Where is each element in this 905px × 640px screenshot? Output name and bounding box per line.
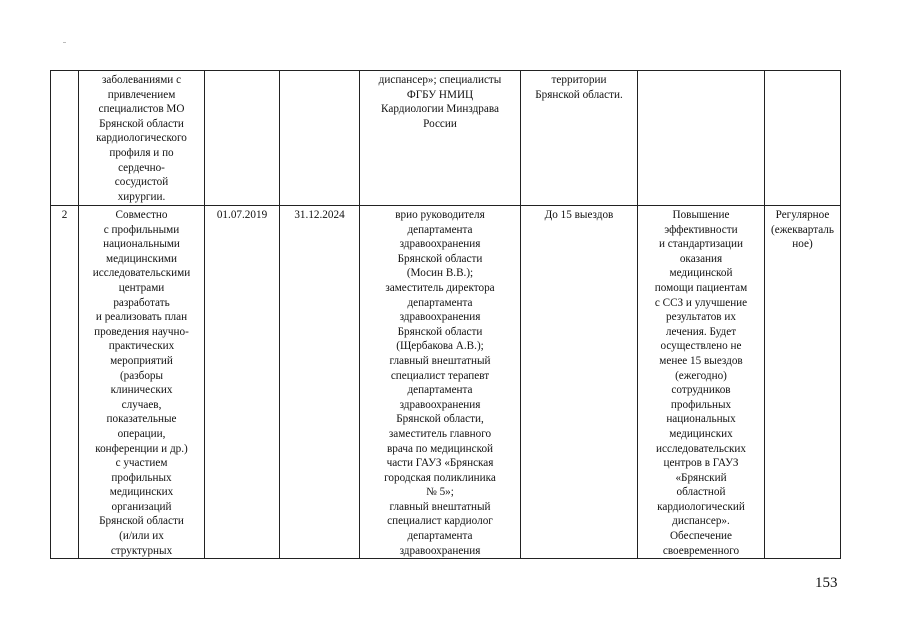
cell-line: здравоохранения [399,398,481,411]
cell-text: 01.07.2019 [216,209,268,221]
cell-line: медицинскими [106,252,177,265]
cell-line: мероприятий [110,354,173,367]
cell-line: хирургии. [117,190,166,203]
cell-line: ное) [792,238,813,251]
cell-line: областной [676,486,726,499]
row-number-cell [51,206,79,559]
cell-line: департамента [407,223,473,236]
cell-text: 2 [61,209,68,221]
cell-line: центрами [118,281,165,294]
cell-line: профильных [670,398,732,411]
cell-line: (Мосин В.В.); [406,267,474,280]
cell-line: департамента [407,296,473,309]
responsible-cell [360,71,521,206]
cell-line: департамента [407,530,473,543]
cell-line: части ГАУЗ «Брянская [386,457,494,470]
cell-line: Повышение [672,209,730,221]
cell-line: результатов их [666,311,736,324]
regularity-cell [765,206,841,559]
cell-line: медицинских [669,427,733,440]
cell-line: помощи пациентам [654,281,748,294]
cell-line: осуществлено не [660,340,742,353]
cell-line: «Брянский [675,471,727,484]
cell-line: врио руководителя [395,209,485,221]
cell-line: лечения. Будет [665,325,737,338]
cell-line: кардиологического [96,132,187,145]
cell-line: сосудистой [114,176,169,189]
result-cell [638,71,765,206]
cell-line: организаций [111,500,172,513]
cell-line: эффективности [664,223,738,236]
regularity-cell [765,71,841,206]
scan-speck [63,42,66,43]
cell-line: диспансер»; специалисты [378,74,502,86]
cell-line: заместитель директора [385,281,495,294]
cell-line: и стандартизации [658,238,744,251]
cell-line: Кардиологии Минздрава [381,103,499,116]
responsible-cell [360,206,521,559]
cell-line: (ежегодно) [675,369,727,382]
cell-line: профиля и по [109,146,174,159]
cell-line: кардиологический [657,500,745,513]
cell-line: здравоохранения [399,238,481,251]
cell-line: привлечением [107,88,176,101]
cell-line: До 15 выездов [544,209,614,221]
cell-line: менее 15 выездов [659,354,743,367]
cell-line: Регулярное [775,209,830,221]
cell-line: Обеспечение [669,530,733,543]
cell-line: диспансер». [672,515,730,528]
cell-line: исследовательских [656,442,746,455]
cell-line: главный внештатный [389,500,491,513]
cell-line: главный внештатный [389,354,491,367]
cell-line: Брянской области. [535,88,623,101]
cell-line: городская поликлиника [384,471,496,484]
cell-line: специалистов МО [98,103,185,116]
cell-line: территории [551,74,607,86]
cell-line: случаев, [121,398,162,411]
cell-line: сотрудников [671,384,731,397]
cell-line: Брянской области [99,515,184,528]
cell-line: с ССЗ и улучшение [654,296,748,309]
cell-line: национальными [103,238,180,251]
cell-line: центров в ГАУЗ [663,457,739,470]
cell-line: показательные [106,413,177,426]
event-cell [79,206,205,559]
table-row [51,71,841,206]
cell-line: специалист терапевт [390,369,490,382]
cell-line: конференции и др.) [95,442,188,455]
event-cell [79,71,205,206]
cell-line: здравоохранения [399,544,481,557]
page-number: 153 [815,575,838,591]
cell-line: Брянской области [397,252,483,265]
cell-line: № 5»; [426,486,454,499]
cell-line: (и/или их [119,530,164,543]
cell-line: проведения научно- [94,325,189,338]
table-row [51,206,841,559]
row-number-cell [51,71,79,206]
cell-line: структурных [110,544,173,557]
cell-line: врача по медицинской [386,442,494,455]
cell-line: разработать [113,296,170,309]
cell-line: исследовательскими [92,267,191,280]
characteristic-cell [521,206,638,559]
cell-line: с участием [115,457,168,470]
cell-line: специалист кардиолог [387,515,493,528]
cell-line: здравоохранения [399,311,481,324]
cell-line: Брянской области [99,117,184,130]
cell-line: медицинской [669,267,733,280]
cell-line: (разборы [119,369,164,382]
cell-line: заболеваниями с [101,74,182,86]
cell-line: своевременного [662,544,740,557]
characteristic-cell [521,71,638,206]
cell-line: профильных [111,471,172,484]
events-table [50,70,841,559]
end-date-cell [280,71,360,206]
cell-line: департамента [407,384,473,397]
result-cell [638,206,765,559]
cell-line: сердечно- [118,161,165,174]
cell-line: клинических [110,384,173,397]
table-body [51,71,841,559]
end-date-cell [280,206,360,559]
start-date-cell [205,71,280,206]
cell-line: Брянской области [397,325,483,338]
cell-line: операции, [117,427,166,440]
cell-line: оказания [679,252,723,265]
cell-line: и реализовать план [95,311,188,324]
cell-line: национальных [666,413,736,426]
cell-text: 31.12.2024 [294,209,345,221]
cell-line: России [423,117,457,130]
cell-line: Брянской области, [396,413,484,426]
cell-line: (Щербакова А.В.); [396,340,484,353]
cell-line: ФГБУ НМИЦ [406,88,474,101]
cell-line: медицинских [109,486,174,499]
cell-line: (ежекварталь [771,223,834,236]
cell-line: Совместно [115,209,168,221]
cell-line: практических [108,340,175,353]
cell-line: с профильными [103,223,180,236]
cell-line: заместитель главного [388,427,492,440]
start-date-cell [205,206,280,559]
